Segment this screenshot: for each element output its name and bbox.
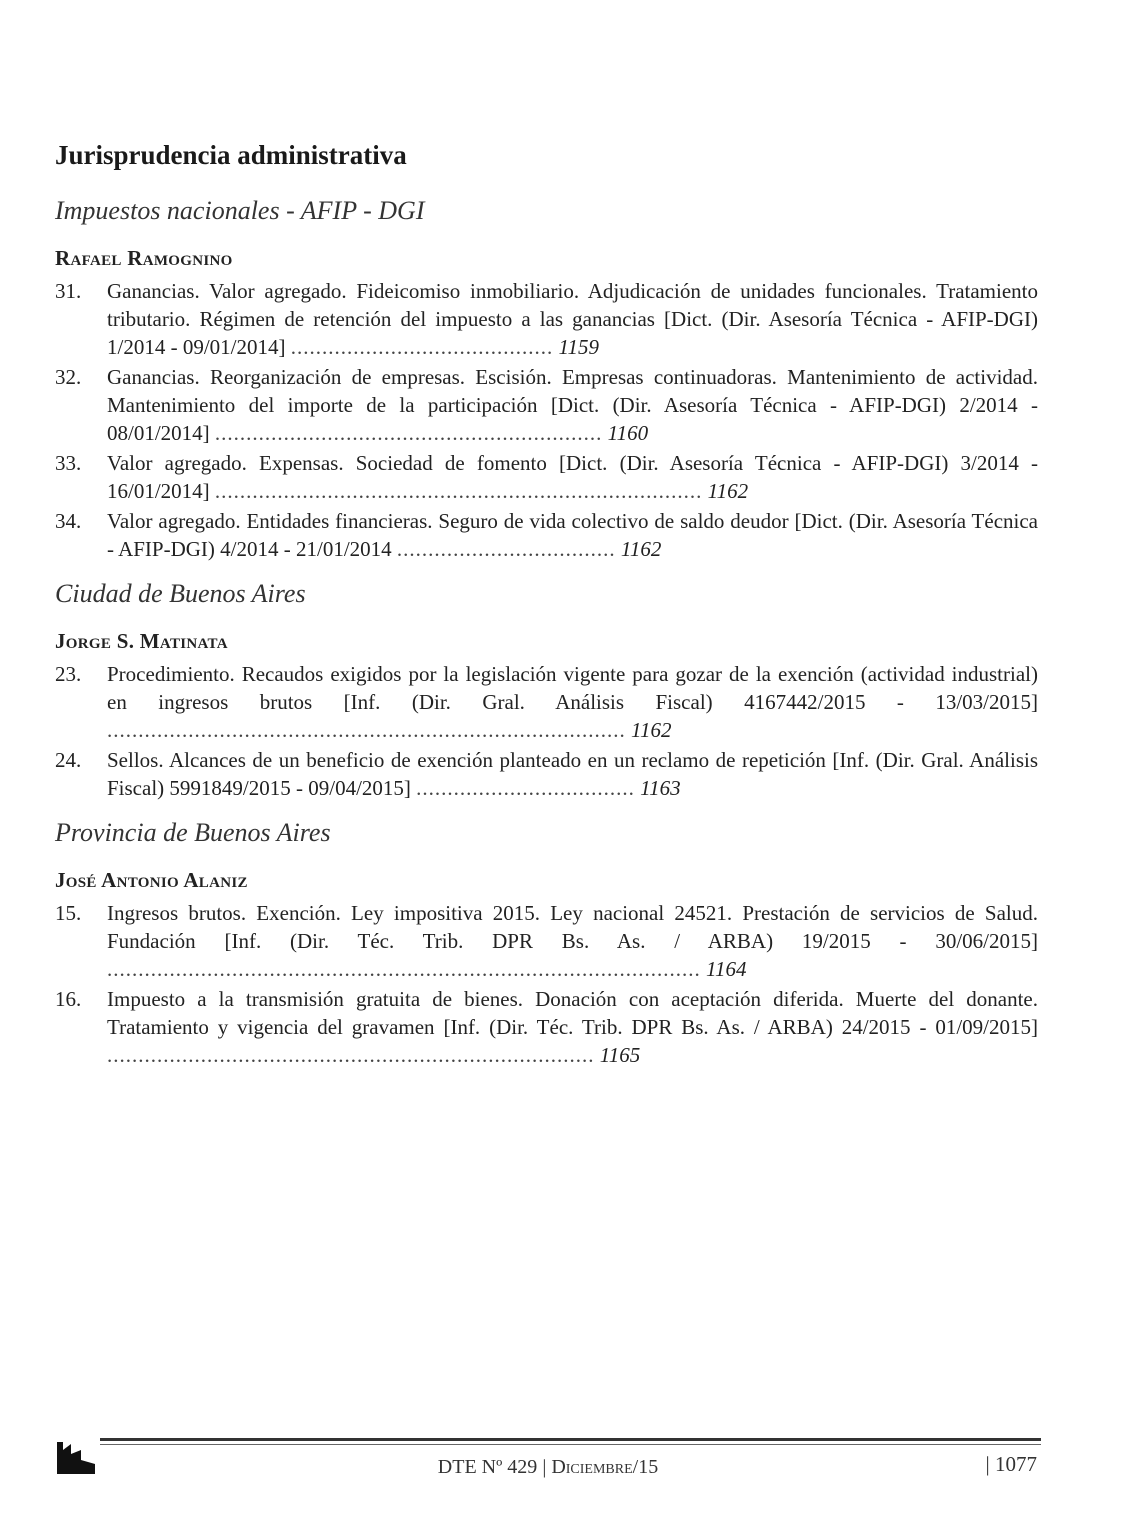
entry-page: 1159	[558, 335, 599, 359]
leader-dots: ..........................................	[290, 335, 554, 359]
entry-page: 1160	[607, 421, 649, 445]
entry-number: 31.	[55, 279, 82, 303]
entry-text: Sellos. Alcances de un beneficio de exención planteado en un reclamo de repetición [Inf. (Dir. Gral. Análisis Fiscal) 5991849/2015 - 09/04/2015]	[107, 748, 1038, 800]
footer-rule	[100, 1438, 1041, 1441]
entry-text: Valor agregado. Expensas. Sociedad de fomento [Dict. (Dir. Asesoría Técnica - AFIP-DGI) 3/2014 - 16/01/2014]	[107, 451, 1038, 503]
entry-list	[55, 660, 1038, 802]
entry-page: 1162	[631, 718, 672, 742]
list-item	[55, 507, 1038, 563]
author-name: Rafael Ramognino	[55, 246, 233, 270]
entry-page: 1162	[620, 537, 662, 561]
entry-text: Ganancias. Valor agregado. Fideicomiso inmobiliario. Adjudicación de unidades funcionales. Tratamiento tributario. Régimen de retención del impuesto a las ganancias [Dict. (Dir. Asesoría Técnica - AFIP-DGI) 1/2014 - 09/01/2014]	[107, 279, 1038, 359]
footer-separator: |	[542, 1456, 547, 1478]
section-heading: Impuestos nacionales - AFIP - DGI	[55, 196, 425, 225]
entry-page: 1165	[599, 1043, 641, 1067]
issue-number: DTE Nº 429	[437, 1456, 538, 1478]
entry-list	[55, 277, 1038, 563]
page-title: Jurisprudencia administrativa	[55, 140, 407, 170]
entry-list	[55, 899, 1038, 1069]
list-item	[55, 363, 1038, 447]
entry-number: 16.	[55, 987, 82, 1011]
list-item	[55, 660, 1038, 744]
entry-number: 32.	[55, 365, 82, 389]
author-name: José Antonio Alaniz	[55, 868, 248, 892]
leader-dots: ..............................................................................	[214, 479, 703, 503]
leader-dots: ..............................................................................	[107, 1043, 595, 1067]
page-content	[55, 140, 1038, 1085]
list-item	[55, 985, 1038, 1069]
section-impuestos-nacionales	[55, 196, 1038, 563]
list-item	[55, 449, 1038, 505]
entry-page: 1162	[707, 479, 749, 503]
entry-page: 1163	[640, 776, 681, 800]
issue-month: Diciembre/15	[551, 1456, 659, 1478]
section-heading: Ciudad de Buenos Aires	[55, 579, 306, 608]
page-number: | 1077	[985, 1452, 1037, 1476]
leader-dots: ...................................	[416, 776, 635, 800]
entry-number: 23.	[55, 662, 82, 686]
section-ciudad-buenos-aires	[55, 579, 1038, 802]
page-footer	[55, 1438, 1041, 1488]
section-provincia-buenos-aires	[55, 818, 1038, 1069]
entry-text: Valor agregado. Entidades financieras. Seguro de vida colectivo de saldo deudor [Dict. (Dir. Asesoría Técnica - AFIP-DGI) 4/2014 - 21/01/2014	[107, 509, 1038, 561]
list-item	[55, 746, 1038, 802]
footer-issue-info	[55, 1456, 1041, 1479]
footer-rule-thin	[100, 1444, 1041, 1445]
leader-dots: ...................................................................................	[107, 718, 626, 742]
entry-number: 33.	[55, 451, 82, 475]
leader-dots: ..............................................................	[214, 421, 603, 445]
section-heading: Provincia de Buenos Aires	[55, 818, 331, 847]
entry-text: Ganancias. Reorganización de empresas. Escisión. Empresas continuadoras. Mantenimiento de actividad. Mantenimiento del importe de la participación [Dict. (Dir. Asesoría Técnica - AFIP-DGI) 2/2014 - 08/01/2014]	[107, 365, 1038, 445]
entry-number: 34.	[55, 509, 82, 533]
entry-number: 24.	[55, 748, 82, 772]
author-name: Jorge S. Matinata	[55, 629, 228, 653]
entry-text: Impuesto a la transmisión gratuita de bienes. Donación con aceptación diferida. Muerte del donante. Tratamiento y vigencia del gravamen [Inf. (Dir. Téc. Trib. DPR Bs. As. / ARBA) 24/2015 - 01/09/2015]	[107, 987, 1038, 1039]
list-item	[55, 899, 1038, 983]
entry-page: 1164	[706, 957, 747, 981]
list-item	[55, 277, 1038, 361]
entry-number: 15.	[55, 901, 82, 925]
leader-dots: ...............................................................................................	[107, 957, 701, 981]
entry-text: Procedimiento. Recaudos exigidos por la legislación vigente para gozar de la exención (actividad industrial) en ingresos brutos [Inf. (Dir. Gral. Análisis Fiscal) 4167442/2015 - 13/03/2015]	[107, 662, 1038, 714]
entry-text: Ingresos brutos. Exención. Ley impositiva 2015. Ley nacional 24521. Prestación de servicios de Salud. Fundación [Inf. (Dir. Téc. Trib. DPR Bs. As. / ARBA) 19/2015 - 30/06/2015]	[107, 901, 1038, 953]
leader-dots: ...................................	[396, 537, 616, 561]
